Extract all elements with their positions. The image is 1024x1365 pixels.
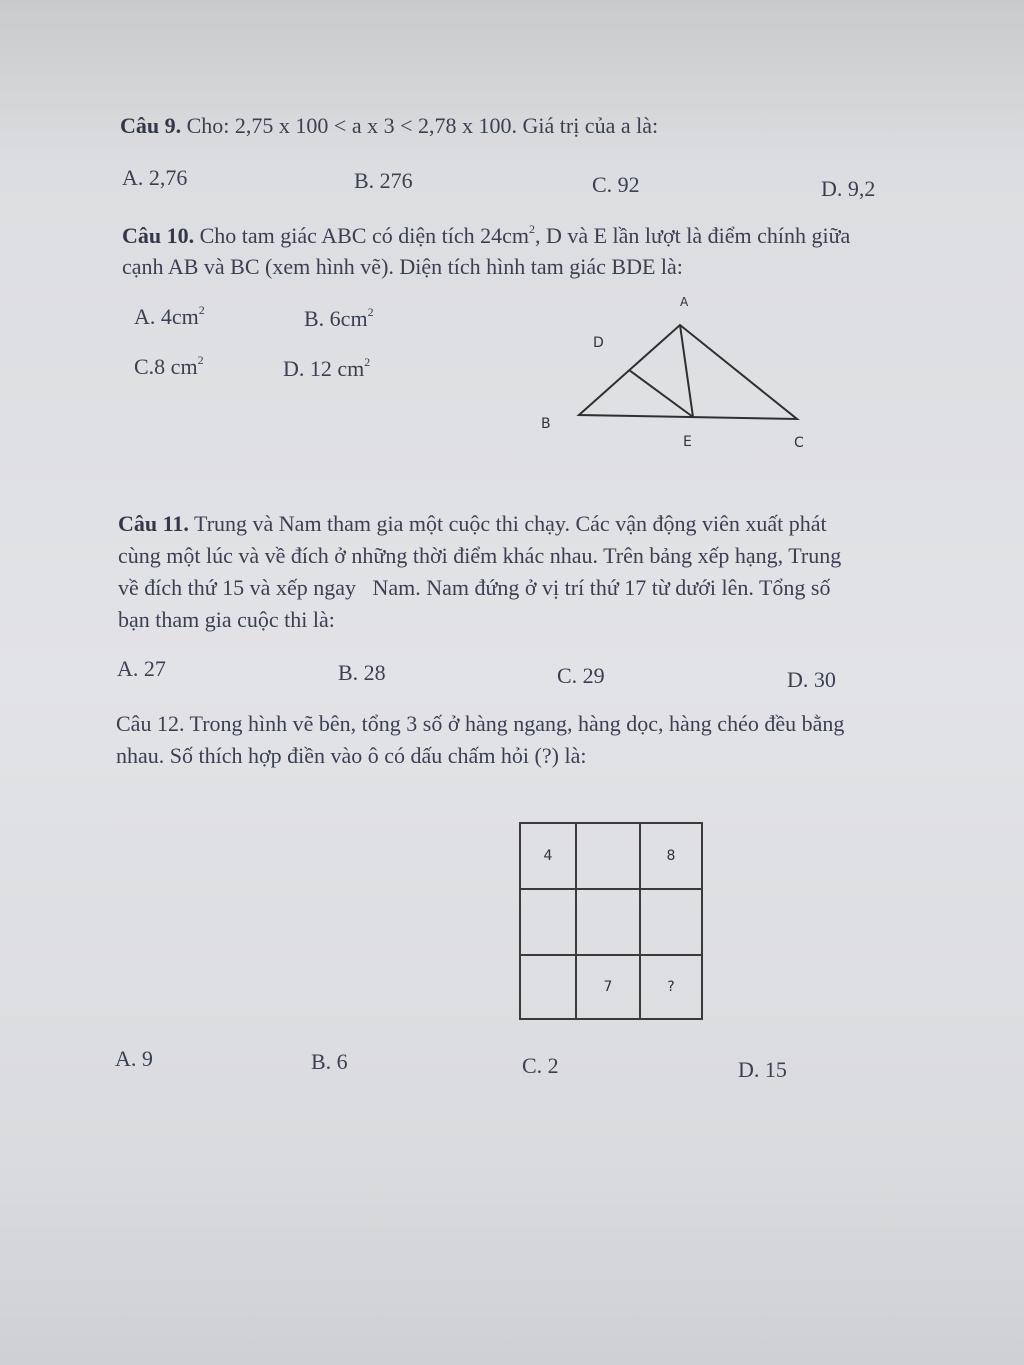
question-11-line-4: bạn tham gia cuộc thi là: [118, 607, 335, 632]
question-12 [116, 708, 956, 772]
grid-cell-r1c2 [576, 823, 640, 889]
q12-option-a[interactable]: A. 9 [115, 1046, 153, 1071]
q12-option-b[interactable]: B. 6 [311, 1049, 348, 1074]
q10-option-b-label: B. 6cm [304, 306, 368, 331]
q9-option-c[interactable]: C. 92 [592, 172, 640, 197]
segment-ae [680, 325, 693, 417]
grid-cell-r1c3: 8 [640, 823, 702, 889]
question-12-line-1: Câu 12. Trong hình vẽ bên, tổng 3 số ở hàng ngang, hàng dọc, hàng chéo đều bằng [116, 711, 845, 736]
question-10-sup: 2 [528, 222, 535, 236]
grid-cell-r3c3: ? [640, 955, 702, 1019]
question-10-text-c: cạnh AB và BC (xem hình vẽ). Diện tích hình tam giác BDE là: [122, 254, 683, 279]
q10-option-a-sup: 2 [198, 303, 205, 317]
point-e-label: E [683, 434, 692, 450]
grid-cell-r3c2: 7 [576, 955, 640, 1019]
q10-option-c-label: C.8 cm [134, 354, 198, 379]
vertex-c-label: C [794, 435, 804, 451]
question-12-line-2: nhau. Số thích hợp điền vào ô có dấu chấm hỏi (?) là: [116, 743, 587, 768]
grid-cell-r2c1 [520, 889, 576, 955]
question-11 [118, 508, 958, 636]
q9-option-a[interactable]: A. 2,76 [122, 165, 188, 190]
question-10-text-b: , D và E lần lượt là điểm chính giữa [534, 223, 851, 248]
question-10-number: Câu 10. [122, 223, 195, 248]
question-9-text: Cho: 2,75 x 100 < a x 3 < 2,78 x 100. Giá trị của a là: [186, 113, 659, 138]
question-11-line-2: cùng một lúc và về đích ở những thời điểm khác nhau. Trên bảng xếp hạng, Trung [118, 543, 842, 568]
point-d-label: D [593, 335, 604, 351]
vertex-b-label: B [541, 416, 551, 432]
q10-option-d-label: D. 12 cm [283, 356, 365, 381]
vertex-a-label: A [680, 295, 689, 309]
segment-de [629, 370, 693, 417]
q11-option-a[interactable]: A. 27 [117, 656, 166, 681]
question-11-line-3: về đích thứ 15 và xếp ngay Nam. Nam đứng ở vị trí thứ 17 từ dưới lên. Tổng số [118, 575, 831, 600]
grid-cell-r2c3 [640, 889, 702, 955]
q9-option-b[interactable]: B. 276 [354, 168, 413, 193]
question-11-line-1: Trung và Nam tham gia một cuộc thi chạy. Các vận động viên xuất phát [194, 511, 827, 536]
grid-cell-r2c2 [576, 889, 640, 955]
q10-option-c-sup: 2 [197, 353, 204, 367]
grid-cell-r3c1 [520, 955, 576, 1019]
q11-option-b[interactable]: B. 28 [338, 660, 386, 685]
q10-option-d-sup: 2 [364, 355, 371, 369]
question-10-text-a: Cho tam giác ABC có diện tích 24cm [199, 223, 529, 248]
q9-option-d[interactable]: D. 9,2 [821, 176, 876, 201]
triangle-abc [579, 325, 797, 419]
q11-option-c[interactable]: C. 29 [557, 663, 605, 688]
magic-square-grid [519, 822, 703, 1020]
question-11-number: Câu 11. [118, 511, 189, 536]
grid-cell-r1c1: 4 [520, 823, 576, 889]
q10-option-b-sup: 2 [367, 305, 374, 319]
q11-option-d[interactable]: D. 30 [787, 667, 836, 692]
q12-option-c[interactable]: C. 2 [522, 1053, 559, 1078]
q12-option-d[interactable]: D. 15 [738, 1057, 787, 1082]
q10-option-a-label: A. 4cm [134, 304, 199, 329]
question-9-number: Câu 9. [120, 113, 182, 138]
